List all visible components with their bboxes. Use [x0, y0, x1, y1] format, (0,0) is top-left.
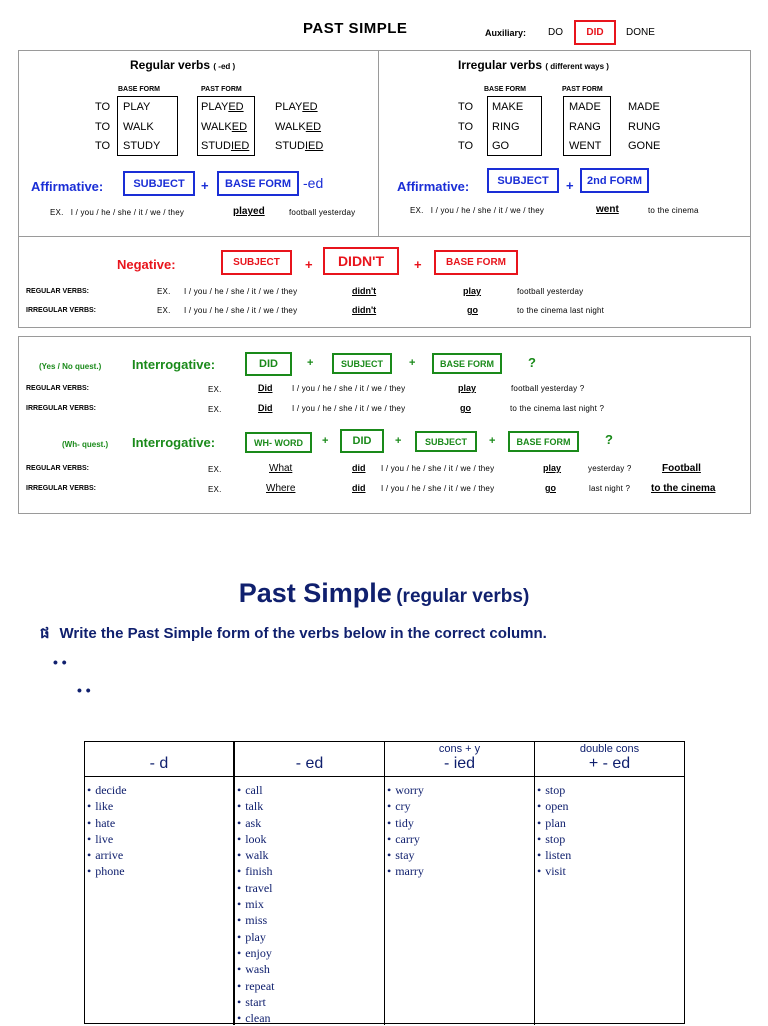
yesno-verb: go [460, 403, 471, 413]
negative-base-form-box: BASE FORM [434, 250, 518, 275]
word-list [237, 782, 275, 1026]
regular-example-rest: football yesterday [289, 208, 356, 217]
ed-suffix: -ed [303, 175, 324, 191]
irregular-past-verb: WENT [569, 140, 602, 152]
negative-ex: EX. [157, 306, 171, 315]
plus: + [409, 357, 416, 369]
wh-did-box: DID [340, 429, 384, 453]
column-header: - ed [235, 742, 384, 777]
word-list [387, 782, 424, 880]
yesno-label: Interrogative: [132, 357, 216, 372]
wh-word: Where [266, 483, 296, 494]
irregular-to: TO [458, 140, 474, 152]
negative-rest: football yesterday [517, 287, 584, 296]
negative-ex: EX. [157, 287, 171, 296]
list-item: • tidy [387, 815, 424, 831]
wh-verb: play [543, 463, 562, 473]
negative-subjects: I / you / he / she / it / we / they [184, 306, 298, 315]
list-item: • phone [87, 863, 127, 879]
list-item: • wash [237, 961, 275, 977]
list-item: • repeat [237, 978, 275, 994]
irregular-base-verb: GO [492, 140, 510, 152]
wh-base-form-box: BASE FORM [508, 431, 579, 452]
column-header: - d [85, 742, 233, 777]
word-list [537, 782, 571, 880]
yesno-subjects: I / you / he / she / it / we / they [292, 404, 406, 413]
irregular-subject-box: SUBJECT [487, 168, 559, 193]
negative-row-label: IRREGULAR VERBS: [26, 307, 97, 314]
list-item: • stop [537, 782, 571, 798]
wh-rest: last night ? [589, 484, 631, 493]
plus: + [489, 435, 496, 447]
list-item: • listen [537, 847, 571, 863]
yesno-did-box: DID [245, 352, 292, 376]
aux-did-box: DID [574, 20, 616, 45]
negative-aux: didn't [352, 286, 377, 296]
decorative-dots: • • [77, 682, 91, 698]
list-item: • cry [387, 798, 424, 814]
irregular-participle: GONE [628, 140, 661, 152]
column-ied [385, 742, 535, 1025]
wh-rest: yesterday ? [588, 464, 632, 473]
yesno-subjects: I / you / he / she / it / we / they [292, 384, 406, 393]
yesno-verb: play [458, 383, 477, 393]
yesno-row-label: REGULAR VERBS: [26, 385, 90, 392]
regular-past-head: PAST FORM [201, 86, 242, 93]
list-item: • stop [537, 831, 571, 847]
list-item: • stay [387, 847, 424, 863]
list-item: • walk [237, 847, 275, 863]
regular-affirmative-label: Affirmative: [31, 179, 104, 194]
wh-label: Interrogative: [132, 435, 216, 450]
question-mark: ? [605, 432, 613, 447]
list-item: • decide [87, 782, 127, 798]
irregular-participle: RUNG [628, 121, 661, 133]
regular-example: EX. I / you / he / she / it / we / they [50, 208, 185, 217]
plus: + [201, 178, 209, 193]
list-item: • visit [537, 863, 571, 879]
irregular-base-head: BASE FORM [484, 86, 526, 93]
plus: + [322, 435, 329, 447]
yesno-rest: to the cinema last night ? [510, 404, 605, 413]
plus: + [305, 257, 313, 272]
regular-subject-box: SUBJECT [123, 171, 195, 196]
wh-pre: (Wh- quest.) [62, 440, 109, 449]
section-divider [378, 50, 379, 237]
wh-word: What [269, 463, 293, 474]
yesno-aux: Did [258, 403, 273, 413]
list-item: • look [237, 831, 275, 847]
wh-ex: EX. [208, 465, 222, 474]
wh-subjects: I / you / he / she / it / we / they [381, 464, 495, 473]
verb-columns-table [84, 741, 685, 1024]
regular-example-verb: played [233, 206, 265, 217]
negative-subjects: I / you / he / she / it / we / they [184, 287, 298, 296]
irregular-form-box: 2nd FORM [580, 168, 649, 193]
aux-do: DO [548, 27, 563, 38]
plus: + [566, 178, 574, 193]
irregular-base-verb: RING [492, 121, 520, 133]
column-header: double cons + - ed [535, 742, 684, 777]
list-item: • clean [237, 1010, 275, 1026]
yesno-pre: (Yes / No quest.) [39, 362, 102, 371]
irregular-example-verb: went [596, 204, 619, 215]
auxiliary-label: Auxiliary: [485, 28, 527, 38]
irregular-title: Irregular verbs ( different ways ) [458, 58, 609, 72]
bullet-icon: ផ [40, 625, 50, 642]
wh-subject-box: SUBJECT [415, 431, 477, 452]
list-item: • call [237, 782, 275, 798]
irregular-affirmative-label: Affirmative: [397, 179, 470, 194]
list-item: • carry [387, 831, 424, 847]
yesno-base-form-box: BASE FORM [432, 353, 502, 374]
regular-base-verb: PLAY [123, 101, 151, 113]
plus: + [414, 257, 422, 272]
irregular-to: TO [458, 101, 474, 113]
list-item: • hate [87, 815, 127, 831]
wh-aux: did [352, 483, 366, 493]
yesno-ex: EX. [208, 405, 222, 414]
regular-to: TO [95, 121, 111, 133]
list-item: • talk [237, 798, 275, 814]
plus: + [395, 435, 402, 447]
column-d [85, 742, 235, 1025]
wh-aux: did [352, 463, 366, 473]
wh-verb: go [545, 483, 556, 493]
yesno-ex: EX. [208, 385, 222, 394]
regular-participle: WALKED [275, 121, 322, 133]
question-mark: ? [528, 355, 536, 370]
word-list [87, 782, 127, 880]
list-item: • play [237, 929, 275, 945]
irregular-example-rest: to the cinema [648, 206, 699, 215]
list-item: • marry [387, 863, 424, 879]
irregular-participle: MADE [628, 101, 660, 113]
wh-subjects: I / you / he / she / it / we / they [381, 484, 495, 493]
irregular-past-head: PAST FORM [562, 86, 603, 93]
list-item: • open [537, 798, 571, 814]
list-item: • enjoy [237, 945, 275, 961]
negative-verb: play [463, 286, 482, 296]
list-item: • live [87, 831, 127, 847]
yesno-rest: football yesterday ? [511, 384, 585, 393]
didnt-box: DIDN'T [323, 247, 399, 275]
list-item: • miss [237, 912, 275, 928]
irregular-past-verb: RANG [569, 121, 601, 133]
regular-base-head: BASE FORM [118, 86, 160, 93]
worksheet-instruction: ផ Write the Past Simple form of the verbs below in the correct column. [40, 625, 547, 642]
wh-word-box: WH- WORD [245, 432, 312, 453]
regular-participle: STUDIED [275, 140, 324, 152]
regular-base-verb: STUDY [123, 140, 161, 152]
yesno-row-label: IRREGULAR VERBS: [26, 405, 97, 412]
negative-rest: to the cinema last night [517, 306, 605, 315]
regular-to: TO [95, 101, 111, 113]
worksheet-title: Past Simple (regular verbs) [238, 578, 530, 608]
list-item: • ask [237, 815, 275, 831]
irregular-past-verb: MADE [569, 101, 601, 113]
negative-label: Negative: [117, 257, 176, 272]
regular-title: Regular verbs ( -ed ) [130, 58, 236, 72]
list-item: • worry [387, 782, 424, 798]
list-item: • mix [237, 896, 275, 912]
negative-row-label: REGULAR VERBS: [26, 288, 90, 295]
decorative-dots: • • [53, 654, 67, 670]
aux-done: DONE [626, 27, 655, 38]
column-double-cons [535, 742, 684, 1025]
list-item: • finish [237, 863, 275, 879]
regular-participle: PLAYED [275, 101, 318, 113]
column-ed [235, 742, 385, 1025]
list-item: • plan [537, 815, 571, 831]
regular-base-form-box: BASE FORM [217, 171, 299, 196]
list-item: • like [87, 798, 127, 814]
irregular-example: EX. I / you / he / she / it / we / they [410, 206, 545, 215]
negative-verb: go [467, 305, 478, 315]
wh-ex: EX. [208, 485, 222, 494]
yesno-subject-box: SUBJECT [332, 353, 392, 374]
regular-to: TO [95, 140, 111, 152]
list-item: • travel [237, 880, 275, 896]
irregular-base-verb: MAKE [492, 101, 524, 113]
wh-row-label: IRREGULAR VERBS: [26, 485, 97, 492]
page-title: PAST SIMPLE [303, 20, 408, 37]
wh-row-label: REGULAR VERBS: [26, 465, 90, 472]
regular-past-verb: WALKED [201, 121, 248, 133]
column-header: cons + y - ied [385, 742, 534, 777]
regular-base-verb: WALK [123, 121, 154, 133]
list-item: • start [237, 994, 275, 1010]
yesno-aux: Did [258, 383, 273, 393]
negative-subject-box: SUBJECT [221, 250, 292, 275]
irregular-to: TO [458, 121, 474, 133]
list-item: • arrive [87, 847, 127, 863]
negative-aux: didn't [352, 305, 377, 315]
wh-answer: to the cinema [651, 483, 716, 494]
wh-answer: Football [662, 463, 701, 474]
regular-past-verb: PLAYED [201, 101, 244, 113]
plus: + [307, 357, 314, 369]
regular-past-verb: STUDIED [201, 140, 250, 152]
